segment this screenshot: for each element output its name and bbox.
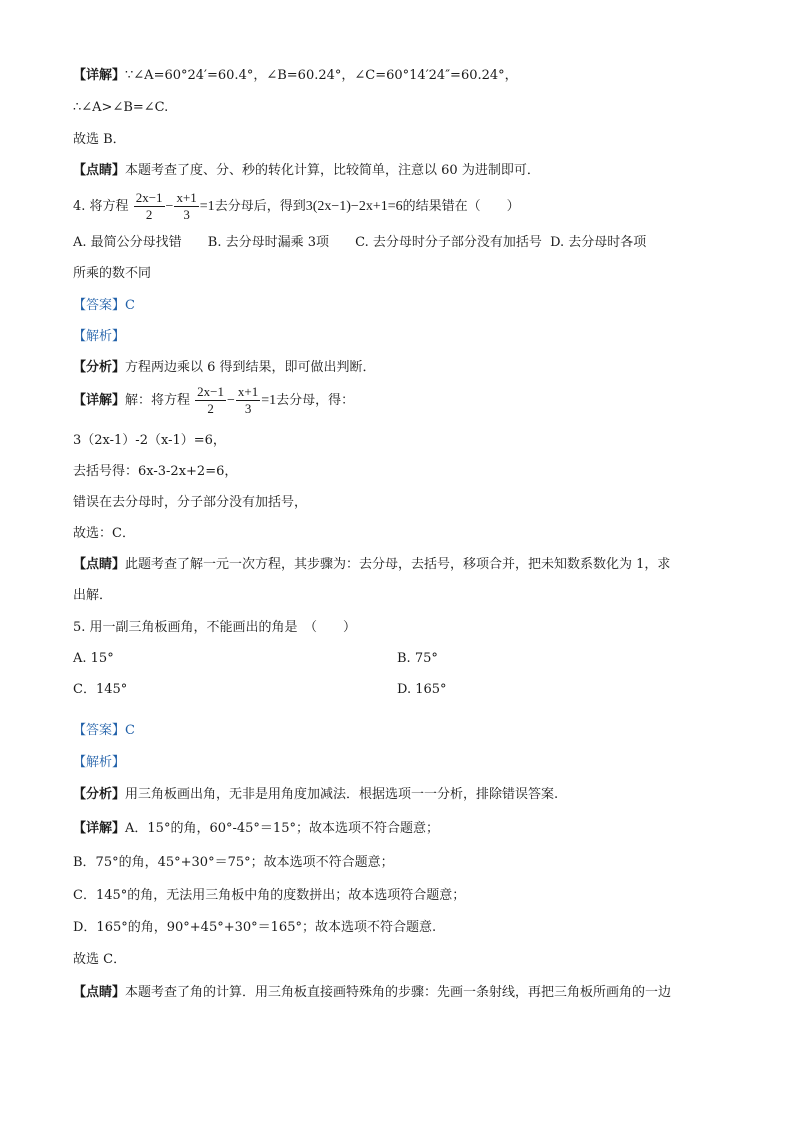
detail-text: ∵∠A=60°24′=60.4°，∠B=60.24°，∠C=60°14′24″=60.24°，: [125, 68, 518, 83]
detail-line-angles: [73, 66, 518, 86]
q4-option-c: C. 去分母时分子部分没有加括号: [355, 235, 542, 250]
q4-xj-frac1-numerator: 2x−1: [197, 384, 225, 399]
q5-analysis-heading: 【解析】: [73, 755, 126, 770]
q5-option-c: C．145°: [73, 682, 128, 697]
q5-fenxi-text: 用三角板画出角，无非是用角度加减法．根据选项一一分析，排除错误答案.: [125, 787, 559, 802]
q4-option-b: B. 去分母时漏乘 3项: [207, 235, 330, 250]
question-4-stem: [73, 190, 520, 224]
q4-xj-frac2-numerator: x+1: [237, 384, 259, 399]
choose-line: 故选 B．: [73, 132, 126, 147]
q5-xiangjie-tag: 【详解】: [73, 821, 126, 836]
q4-mid: 去分母后，得到: [214, 199, 306, 214]
q4-xj-minus: −: [227, 393, 235, 408]
q5-xiangjie-c: C．145°的角，无法用三角板中角的度数拼出；故本选项符合题意；: [73, 888, 466, 903]
q4-step-1: 3（2x-1）-2（x-1）=6，: [73, 433, 226, 448]
comment-tag: 【点睛】: [73, 163, 126, 178]
q4-step-3: 错误在去分母时，分子部分没有加括号，: [73, 495, 308, 510]
q4-xiangjie-pre: 解：将方程: [125, 393, 191, 408]
q4-xj-equals: =1: [261, 393, 277, 408]
comment-text: 本题考查了度、分、秒的转化计算，比较简单，注意以 60 为进制即可．: [125, 163, 540, 178]
q4-frac2-numerator: x+1: [176, 190, 197, 205]
q4-dianjing-text: 此题考查了解一元一次方程，其步骤为：去分母，去括号，移项合并，把未知数系数化为 1，求: [125, 557, 671, 572]
q4-equals: =1: [199, 199, 215, 214]
q4-minus: −: [165, 199, 174, 214]
q4-answer: 【答案】C: [73, 298, 135, 313]
q4-expression: 3(2x−1)−2x+1=6: [305, 199, 403, 214]
q5-option-b: B. 75°: [397, 651, 438, 666]
q5-choose: 故选 C．: [73, 952, 127, 967]
q5-dianjing-text: 本题考查了角的计算．用三角板直接画特殊角的步骤：先画一条射线，再把三角板所画角的一边: [125, 985, 672, 1000]
q4-fenxi-tag: 【分析】: [73, 360, 126, 375]
q4-xj-fraction-1: [195, 384, 226, 417]
q5-dianjing: [73, 983, 671, 1003]
q5-xiangjie: [73, 819, 439, 839]
q5-fenxi: [73, 785, 558, 805]
q4-fraction-1: [134, 190, 165, 223]
q4-option-a: A. 最简公分母找错: [73, 235, 182, 250]
question-5-stem: 5. 用一副三角板画角，不能画出的角是 （ ）: [73, 620, 357, 635]
q4-fraction-2: [174, 190, 198, 223]
q4-dianjing-tag: 【点睛】: [73, 557, 126, 572]
q4-step-4: 故选：C．: [73, 526, 135, 541]
q4-dianjing-cont: 出解．: [73, 588, 113, 603]
q4-prefix: 4. 将方程: [73, 199, 129, 214]
q4-option-d-cont: 所乘的数不同: [73, 266, 152, 281]
q4-frac1-numerator: 2x−1: [135, 190, 163, 205]
conclusion-line: ∴∠A>∠B=∠C.: [73, 100, 169, 115]
q4-analysis-heading: 【解析】: [73, 329, 126, 344]
q5-xiangjie-b: B．75°的角，45°+30°＝75°；故本选项不符合题意；: [73, 855, 394, 870]
q4-fenxi: [73, 358, 376, 378]
q4-xiangjie-post: 去分母，得：: [276, 393, 355, 408]
q4-option-d: D. 去分母时各项: [550, 235, 647, 250]
q4-frac2-denominator: 3: [174, 206, 198, 223]
q4-xj-frac1-denominator: 2: [195, 400, 226, 417]
q4-frac1-denominator: 2: [134, 206, 165, 223]
q5-xiangjie-a: A．15°的角，60°-45°＝15°；故本选项不符合题意；: [125, 821, 439, 836]
q4-fenxi-text: 方程两边乘以 6 得到结果，即可做出判断．: [125, 360, 376, 375]
q4-xj-frac2-denominator: 3: [236, 400, 260, 417]
q4-step-2: 去括号得：6x-3-2x+2=6，: [73, 464, 238, 479]
q5-option-a: A. 15°: [73, 651, 114, 666]
detail-tag: 【详解】: [73, 68, 126, 83]
q5-xiangjie-d: D．165°的角，90°+45°+30°＝165°；故本选项不符合题意.: [73, 920, 437, 935]
q5-fenxi-tag: 【分析】: [73, 787, 126, 802]
q4-dianjing: [73, 555, 670, 575]
q4-xj-fraction-2: [236, 384, 260, 417]
q4-xiangjie: [73, 384, 354, 418]
q5-option-d: D. 165°: [397, 682, 447, 697]
q4-xiangjie-tag: 【详解】: [73, 393, 126, 408]
comment-line: [73, 161, 540, 181]
q5-dianjing-tag: 【点睛】: [73, 985, 126, 1000]
q4-suffix: 的结果错在（ ）: [402, 199, 520, 214]
q5-answer: 【答案】C: [73, 723, 135, 738]
question-4-options: [73, 233, 646, 253]
